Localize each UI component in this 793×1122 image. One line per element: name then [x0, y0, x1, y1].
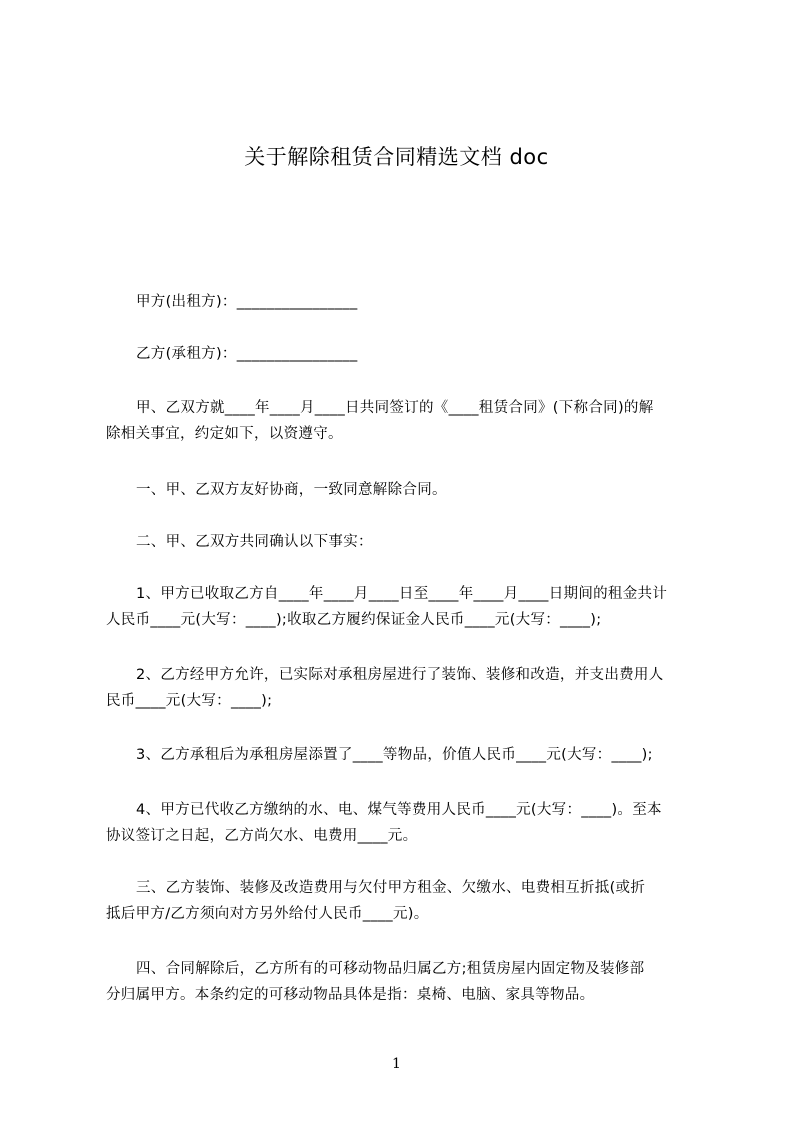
intro-paragraph [106, 395, 708, 447]
clause-3-paragraph [106, 875, 708, 927]
intro-line-2: 除相关事宜，约定如下，以资遵守。 [106, 426, 343, 442]
fact-4-paragraph [106, 797, 708, 849]
fact-4-line-2: 协议签订之日起，乙方尚欠水、电费用____元。 [106, 828, 418, 844]
fact-2-line-1: 2、乙方经甲方允许，已实际对承租房屋进行了装饰、装修和改造，并支出费用人 [136, 667, 664, 683]
party-a-line: 甲方(出租方)：________________ [136, 294, 358, 310]
fact-1-line-1: 1、甲方已收取乙方自____年____月____日至____年____月____日期间的租金共计 [136, 586, 668, 602]
clause-2: 二、甲、乙双方共同确认以下事实： [136, 534, 373, 550]
fact-2-paragraph [106, 662, 708, 714]
clause-4-line-1: 四、合同解除后，乙方所有的可移动物品归属乙方;租赁房屋内固定物及装修部 [136, 961, 645, 977]
fact-1-paragraph [106, 581, 708, 633]
intro-line-1: 甲、乙双方就____年____月____日共同签订的《____租赁合同》(下称合同)的解 [136, 400, 654, 416]
clause-3-line-2: 抵后甲方/乙方须向对方另外给付人民币____元)。 [106, 906, 429, 922]
clause-3-line-1: 三、乙方装饰、装修及改造费用与欠付甲方租金、欠缴水、电费相互折抵(或折 [136, 880, 646, 896]
clause-4-paragraph [106, 956, 708, 1008]
clause-4-line-2: 分归属甲方。本条约定的可移动物品具体是指：桌椅、电脑、家具等物品。 [106, 987, 595, 1003]
document-title: 关于解除租赁合同精选文档 doc [244, 145, 549, 169]
fact-2-line-2: 民币____元(大写：____); [106, 693, 273, 709]
fact-4-line-1: 4、甲方已代收乙方缴纳的水、电、煤气等费用人民币____元(大写：____)。至本 [136, 802, 662, 818]
fact-1-line-2: 人民币____元(大写：____);收取乙方履约保证金人民币____元(大写：____); [106, 612, 602, 628]
page-number: 1 [392, 1056, 401, 1072]
fact-3-paragraph [106, 742, 708, 768]
clause-1: 一、甲、乙双方友好协商，一致同意解除合同。 [136, 482, 447, 498]
party-b-line: 乙方(承租方)：________________ [136, 346, 358, 362]
fact-3-line-1: 3、乙方承租后为承租房屋添置了____等物品，价值人民币____元(大写：____); [136, 747, 653, 763]
